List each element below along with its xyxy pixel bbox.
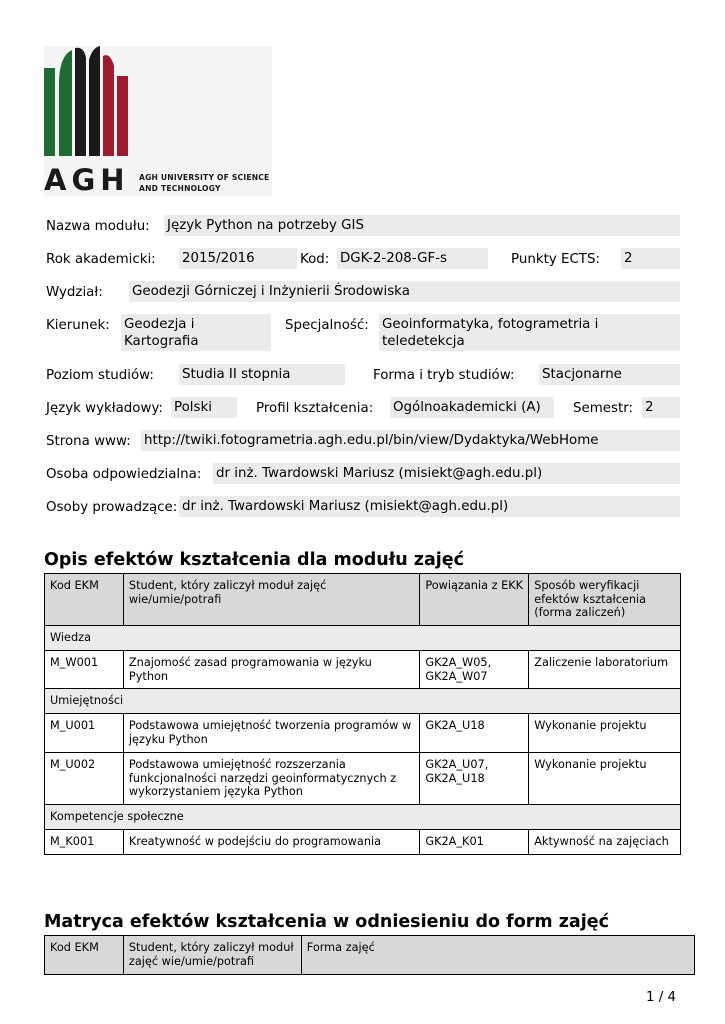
cell-verification: Aktywność na zajęciach xyxy=(529,830,681,855)
group-row: Kompetencje społeczne xyxy=(45,805,681,830)
jezyk-label: Język wykładowy: xyxy=(46,401,163,416)
kierunek-label: Kierunek: xyxy=(46,318,110,333)
profil-value: Ogólnoakademicki (A) xyxy=(390,397,554,418)
header-cell: Kod EKM xyxy=(45,936,124,975)
section2-title: Matryca efektów kształcenia w odniesieniu do form zajęć xyxy=(44,912,609,932)
cell-verification: Wykonanie projektu xyxy=(529,753,681,805)
osoby-value: dr inż. Twardowski Mariusz (misiekt@agh.edu.pl) xyxy=(179,496,680,517)
jezyk-value: Polski xyxy=(171,397,237,418)
table-row xyxy=(45,651,681,689)
osoba-value: dr inż. Twardowski Mariusz (misiekt@agh.edu.pl) xyxy=(213,463,680,484)
strona-link[interactable]: http://twiki.fotogrametria.agh.edu.pl/bin/view/Dydaktyka/WebHome xyxy=(141,430,680,451)
page-number: 1 / 4 xyxy=(646,990,677,1005)
profil-label: Profil kształcenia: xyxy=(256,401,374,416)
header-cell: Sposób weryfikacji efektów kształcenia (forma zaliczeń) xyxy=(529,574,681,626)
table-header-row xyxy=(45,574,681,626)
section1-title: Opis efektów kształcenia dla modułu zajęć xyxy=(44,550,465,570)
kierunek-value: Geodezja i Kartografia xyxy=(121,314,271,351)
cell-verification: Wykonanie projektu xyxy=(529,714,681,753)
header-cell: Powiązania z EKK xyxy=(420,574,529,626)
cell-ekk: GK2A_U18 xyxy=(420,714,529,753)
table-row xyxy=(45,830,681,855)
logo-wordmark: AGH xyxy=(44,163,130,197)
ects-value: 2 xyxy=(621,248,680,269)
group-row: Wiedza xyxy=(45,626,681,651)
header-cell: Student, który zaliczył moduł zajęć wie/umie/potrafi xyxy=(123,574,419,626)
logo-subtitle: AGH UNIVERSITY OF SCIENCE AND TECHNOLOGY xyxy=(139,173,270,193)
forma-value: Stacjonarne xyxy=(539,364,680,385)
wydzial-label: Wydział: xyxy=(46,285,103,300)
strona-label: Strona www: xyxy=(46,434,131,449)
poziom-label: Poziom studiów: xyxy=(46,368,154,383)
osoba-label: Osoba odpowiedzialna: xyxy=(46,467,202,482)
osoby-label: Osoby prowadzące: xyxy=(46,500,178,515)
efekty-table xyxy=(44,573,681,855)
nazwa-label: Nazwa modułu: xyxy=(46,219,150,234)
rok-label: Rok akademicki: xyxy=(46,252,156,267)
kod-value: DGK-2-208-GF-s xyxy=(337,248,488,269)
cell-code: M_W001 xyxy=(45,651,124,689)
header-cell: Forma zajęć xyxy=(301,936,694,975)
cell-ekk: GK2A_U07, GK2A_U18 xyxy=(420,753,529,805)
semestr-value: 2 xyxy=(642,397,680,418)
cell-description: Kreatywność w podejściu do programowania xyxy=(123,830,419,855)
cell-description: Znajomość zasad programowania w języku Python xyxy=(123,651,419,689)
cell-code: M_U001 xyxy=(45,714,124,753)
specjalnosc-value: Geoinformatyka, fotogrametria i teledetekcja xyxy=(379,314,680,351)
cell-code: M_K001 xyxy=(45,830,124,855)
group-row: Umiejętności xyxy=(45,689,681,714)
specjalnosc-label: Specjalność: xyxy=(285,318,369,333)
header-cell: Student, który zaliczył moduł zajęć wie/umie/potrafi xyxy=(123,936,301,975)
matryca-table xyxy=(44,935,695,975)
rok-value: 2015/2016 xyxy=(179,248,297,269)
semestr-label: Semestr: xyxy=(573,401,634,416)
cell-ekk: GK2A_W05, GK2A_W07 xyxy=(420,651,529,689)
cell-code: M_U002 xyxy=(45,753,124,805)
cell-ekk: GK2A_K01 xyxy=(420,830,529,855)
ects-label: Punkty ECTS: xyxy=(511,252,601,267)
poziom-value: Studia II stopnia xyxy=(179,364,345,385)
nazwa-value: Język Python na potrzeby GIS xyxy=(164,215,680,236)
cell-description: Podstawowa umiejętność tworzenia programów w języku Python xyxy=(123,714,419,753)
table-header-row xyxy=(45,936,695,975)
wydzial-value: Geodezji Górniczej i Inżynierii Środowiska xyxy=(129,281,680,302)
kod-label: Kod: xyxy=(300,252,330,267)
header-cell: Kod EKM xyxy=(45,574,124,626)
table-row xyxy=(45,753,681,805)
agh-logo-mark xyxy=(44,46,134,164)
cell-description: Podstawowa umiejętność rozszerzania funkcjonalności narzędzi geoinformatycznych z wykorzystaniem języka Python xyxy=(123,753,419,805)
cell-verification: Zaliczenie laboratorium xyxy=(529,651,681,689)
table-row xyxy=(45,714,681,753)
agh-logo xyxy=(44,46,272,196)
forma-label: Forma i tryb studiów: xyxy=(373,368,515,383)
